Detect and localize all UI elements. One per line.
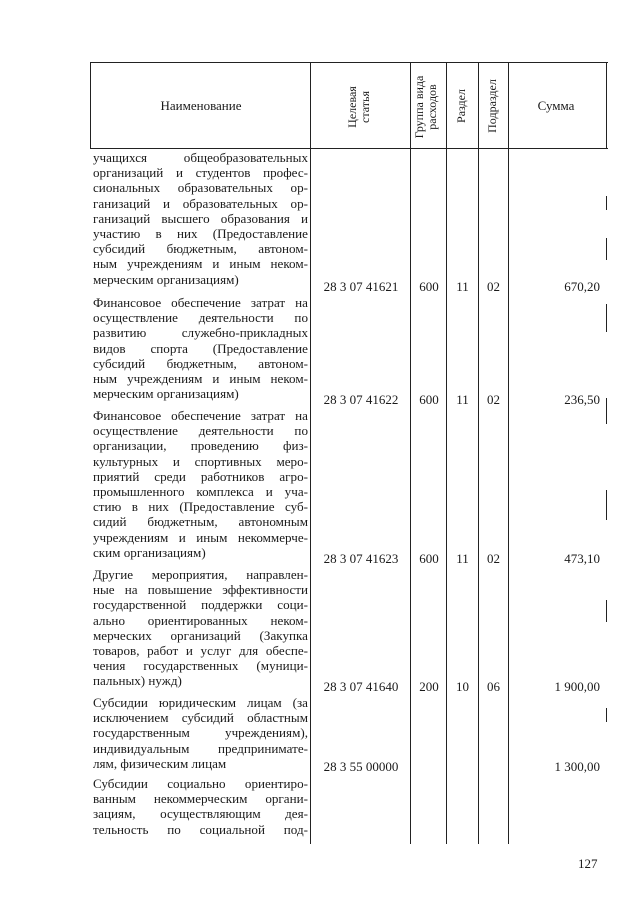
row-sum: 1 900,00	[554, 679, 600, 694]
right-edge-fragment	[606, 708, 607, 722]
header-sum: Сумма	[537, 98, 575, 113]
right-edge-fragment	[606, 238, 607, 260]
row-section: 10	[456, 679, 469, 694]
row-subsection: 06	[487, 679, 500, 694]
header-name: Наименование	[160, 98, 242, 113]
row-target-article: 28 3 07 41640	[323, 679, 399, 694]
right-edge-fragment	[606, 600, 607, 622]
table-row-description: Финансовое обеспечение затрат на осуществление деятельности по развитию служебно-прикладных видов спорта (Предоставление субсидий бюджетным, автоном- ным учреждениям и иным неком- мерческим организациям)	[93, 295, 308, 402]
table-row-description: Субсидии социально ориентиро- ванным некоммерческим органи- зациям, осуществляющим дея- тельность по социальной под-	[93, 776, 308, 837]
right-edge-fragment	[606, 304, 607, 332]
row-sum: 1 300,00	[554, 759, 600, 774]
table-left-border	[90, 62, 91, 148]
row-sum: 473,10	[564, 551, 600, 566]
row-subsection: 02	[487, 279, 500, 294]
row-subsection: 02	[487, 551, 500, 566]
table-row-description: Финансовое обеспечение затрат на осуществление деятельности по организации, проведению физ- культурных и спортивных меро- приятий среди работников агро- промышленного комплекса и уча- стию в них (Предоставление суб- сидий бюджетным, автономным учреждениям и иным некоммерче- ским организациям)	[93, 408, 308, 560]
header-target-article: Целевая статья	[345, 86, 372, 128]
col-rule-subsection	[508, 62, 509, 844]
table-right-border	[606, 62, 607, 148]
col-rule-name	[310, 62, 311, 844]
right-edge-fragment	[606, 398, 607, 424]
header-bottom-border	[90, 148, 608, 149]
header-subsection: Подраздел	[485, 79, 499, 133]
row-subsection: 02	[487, 392, 500, 407]
row-section: 11	[456, 279, 469, 294]
header-section: Раздел	[454, 89, 468, 123]
row-section: 11	[456, 392, 469, 407]
table-top-border	[90, 62, 608, 63]
row-expense-group: 600	[419, 279, 439, 294]
page-number: 127	[578, 856, 598, 871]
row-target-article: 28 3 07 41621	[323, 279, 399, 294]
col-rule-group	[446, 62, 447, 844]
right-edge-fragment	[606, 490, 607, 520]
row-expense-group: 600	[419, 392, 439, 407]
row-section: 11	[456, 551, 469, 566]
row-target-article: 28 3 55 00000	[323, 759, 399, 774]
col-rule-code	[410, 62, 411, 844]
header-expense-group: Группа вида расходов	[412, 75, 439, 139]
col-rule-section	[478, 62, 479, 844]
table-row-description: учащихся общеобразовательных организаций и студентов профес- сиональных образовательных ор- ганизаций и образовательных ор- ганизаций высшего образования и участию в них (Предоставление субсидий бюджетным, автоном- ным учреждениям и иным неком- мерческим организациям)	[93, 150, 308, 287]
table-row-description: Субсидии юридическим лицам (за исключением субсидий областным государственным учреждениям), индивидуальным предпринимате- лям, физическим лицам	[93, 695, 308, 771]
row-target-article: 28 3 07 41622	[323, 392, 399, 407]
table-row-description: Другие мероприятия, направлен- ные на повышение эффективности государственной поддержки соци- ально ориентированных неком- мерческих организаций (Закупка товаров, работ и услуг для обеспе- чения государственных (муници- пальных) нужд)	[93, 567, 308, 689]
row-sum: 236,50	[564, 392, 600, 407]
row-expense-group: 600	[419, 551, 439, 566]
row-sum: 670,20	[564, 279, 600, 294]
right-edge-fragment	[606, 196, 607, 210]
row-expense-group: 200	[419, 679, 439, 694]
row-target-article: 28 3 07 41623	[323, 551, 399, 566]
